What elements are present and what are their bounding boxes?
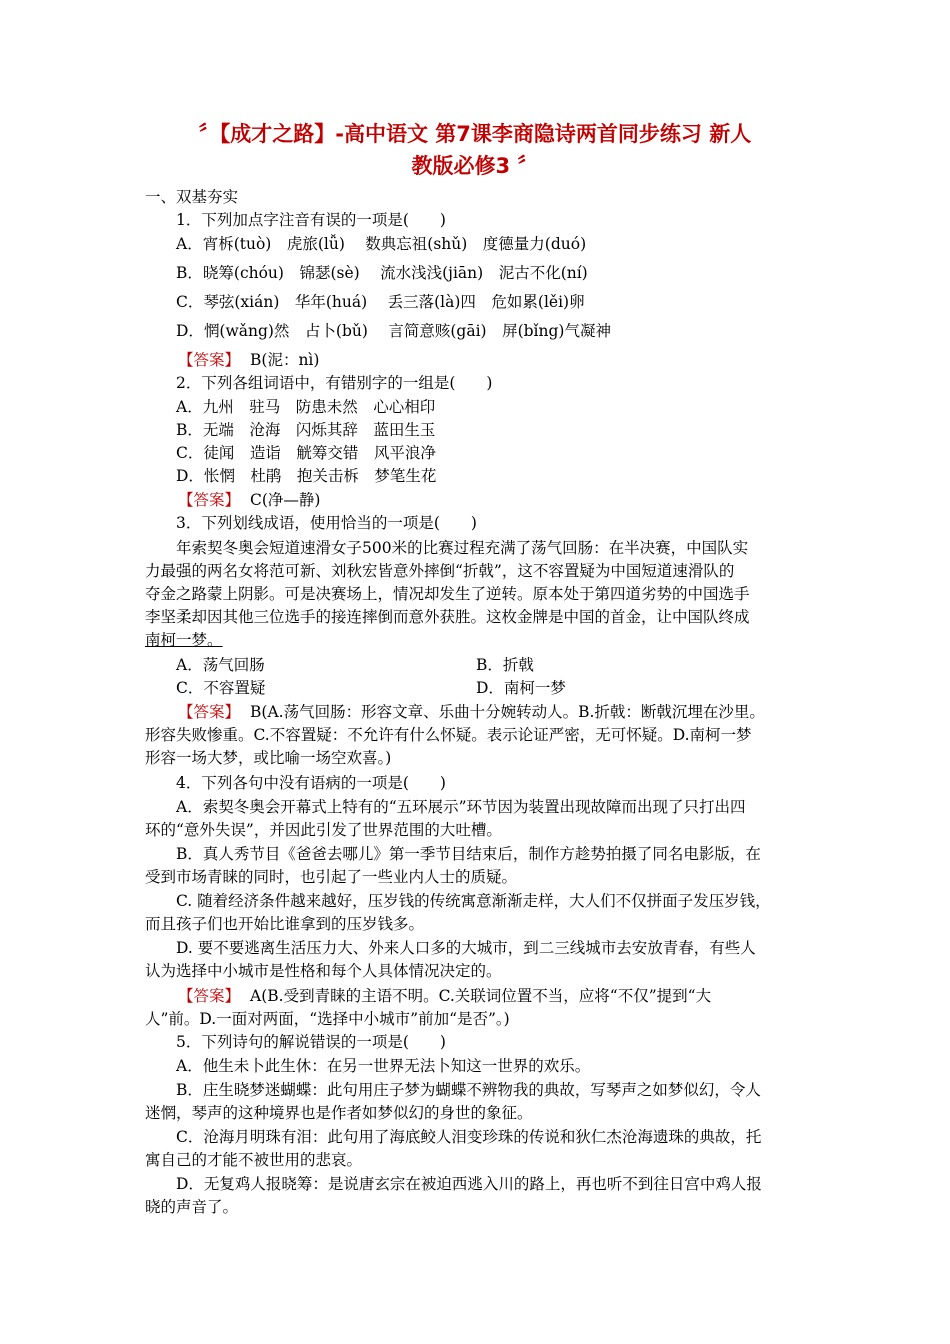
- answer-label: 【答案】: [178, 491, 241, 509]
- q3-options-row-2: [176, 677, 856, 700]
- q5-option-d: D．无复鸡人报晓筹：是说唐玄宗在被迫西逃入川的路上，再也听不到往日宫中鸡人报: [176, 1175, 762, 1193]
- q1-stem: 1．下列加点字注音有误的一项是( ): [176, 211, 446, 229]
- q4-stem: 4．下列各句中没有语病的一项是( ): [176, 774, 446, 792]
- q4-answer: [178, 985, 858, 1008]
- q4-answer-continued: 人”前。D.一面对两面，“选择中小城市”前加“是否”。): [145, 1010, 510, 1028]
- answer-text: B(泥：nì): [250, 351, 320, 369]
- q1-option-c: C．琴弦(xián) 华年(huá) 丢三落(là)四 危如累(lěi)卵: [176, 293, 585, 311]
- q2-option-d: D．怅惘 杜鹃 抱关击柝 梦笔生花: [176, 467, 437, 485]
- q4-option-c-continued: 而且孩子们也开始比谁拿到的压岁钱多。: [145, 915, 425, 933]
- answer-text: B(A.荡气回肠：形容文章、乐曲十分婉转动人。B.折戟：断戟沉埋在沙里。: [250, 703, 765, 721]
- q3-option-b: B．折戟: [476, 656, 534, 674]
- document-title-line-1: 〞【成才之路】-高中语文 第7课李商隐诗两首同步练习 新人: [198, 122, 752, 146]
- q4-option-d: D. 要不要逃离生活压力大、外来人口多的大城市，到二三线城市去安放青春，有些人: [176, 939, 756, 957]
- q4-option-a-continued: 环的“意外失误”，并因此引发了世界范围的大吐槽。: [145, 821, 502, 839]
- q2-option-c: C．徒闻 造诣 觥筹交错 风平浪净: [176, 444, 436, 462]
- q3-option-a: A．荡气回肠: [176, 656, 265, 674]
- q5-option-b-continued: 迷惘，琴声的这种境界也是作者如梦似幻的身世的象征。: [145, 1104, 533, 1122]
- section-heading: 一、双基夯实: [145, 188, 239, 206]
- q4-option-b-continued: 受到市场青睐的同时，也引起了一些业内人士的质疑。: [145, 868, 518, 886]
- q1-option-a: A．宵柝(tuò) 虎旅(lǚ) 数典忘祖(shǔ) 度德量力(duó): [176, 235, 587, 253]
- q3-passage-line: 夺金之路蒙上阴影。可是决赛场上，情况却发生了逆转。原本处于第四道劣势的中国选手: [145, 585, 750, 603]
- q1-option-b: B．晓筹(chóu) 锦瑟(sè) 流水浅浅(jiān) 泥古不化(ní): [176, 264, 588, 282]
- q3-stem: 3．下列划线成语，使用恰当的一项是( ): [176, 514, 477, 532]
- q1-answer: [178, 349, 858, 372]
- q5-option-a: A．他生未卜此生休：在另一世界无法卜知这一世界的欢乐。: [176, 1057, 591, 1075]
- q4-option-c: C. 随着经济条件越来越好，压岁钱的传统寓意渐渐走样，大人们不仅拼面子发压岁钱，: [176, 892, 771, 910]
- q3-answer-continued: 形容失败惨重。C.不容置疑：不允许有什么怀疑。表示论证严密，无可怀疑。D.南柯一梦: [145, 726, 752, 744]
- q2-stem: 2．下列各组词语中，有错别字的一组是( ): [176, 374, 493, 392]
- q3-options-row-1: [176, 654, 856, 677]
- q5-option-d-continued: 晓的声音了。: [145, 1198, 239, 1216]
- q5-stem: 5．下列诗句的解说错误的一项是( ): [176, 1033, 446, 1051]
- answer-label: 【答案】: [178, 351, 241, 369]
- answer-label: 【答案】: [178, 703, 241, 721]
- q3-passage-line: 力最强的两名女将范可新、刘秋宏皆意外摔倒“折戟”，这不容置疑为中国短道速滑队的: [145, 562, 735, 580]
- q3-option-d: D．南柯一梦: [476, 679, 566, 697]
- q5-option-b: B．庄生晓梦迷蝴蝶：此句用庄子梦为蝴蝶不辨物我的典故，写琴声之如梦似幻，令人: [176, 1081, 761, 1099]
- q4-option-a: A．索契冬奥会开幕式上特有的“五环展示”环节因为装置出现故障而出现了只打出四: [176, 798, 746, 816]
- q1-option-d: D．惘(wǎng)然 占卜(bǔ) 言简意赅(gāi) 屏(bǐng)气凝神: [176, 322, 611, 340]
- q3-option-c: C．不容置疑: [176, 679, 266, 697]
- q3-answer-continued: 形容一场大梦，或比喻一场空欢喜。): [145, 749, 392, 767]
- q2-answer: [178, 489, 858, 512]
- q4-option-d-continued: 认为选择中小城市是性格和每个人具体情况决定的。: [145, 962, 502, 980]
- answer-text: A(B.受到青睐的主语不明。C.关联词位置不当，应将“不仅”提到“大: [250, 987, 712, 1005]
- q3-passage-line: 年索契冬奥会短道速滑女子500米的比赛过程充满了荡气回肠：在半决赛，中国队实: [176, 539, 749, 557]
- answer-text: C(净—静): [250, 491, 321, 509]
- q5-option-c-continued: 寓自己的才能不被世用的悲哀。: [145, 1151, 363, 1169]
- q3-passage-line: 李坚柔却因其他三位选手的接连摔倒而意外获胜。这枚金牌是中国的首金，让中国队终成: [145, 608, 750, 626]
- q2-option-b: B．无端 沧海 闪烁其辞 蓝田生玉: [176, 421, 436, 439]
- q5-option-c: C．沧海月明珠有泪：此句用了海底鲛人泪变珍珠的传说和狄仁杰沧海遗珠的典故，托: [176, 1128, 762, 1146]
- q3-answer: [178, 701, 858, 724]
- q2-option-a: A．九州 驻马 防患未然 心心相印: [176, 398, 436, 416]
- q3-passage-line: 南柯一梦。: [145, 631, 223, 649]
- q4-option-b: B．真人秀节目《爸爸去哪儿》第一季节目结束后，制作方趁势拍摄了同名电影版，在: [176, 845, 761, 863]
- document-title-line-2: 教版必修3 〞: [411, 154, 539, 178]
- answer-label: 【答案】: [178, 987, 241, 1005]
